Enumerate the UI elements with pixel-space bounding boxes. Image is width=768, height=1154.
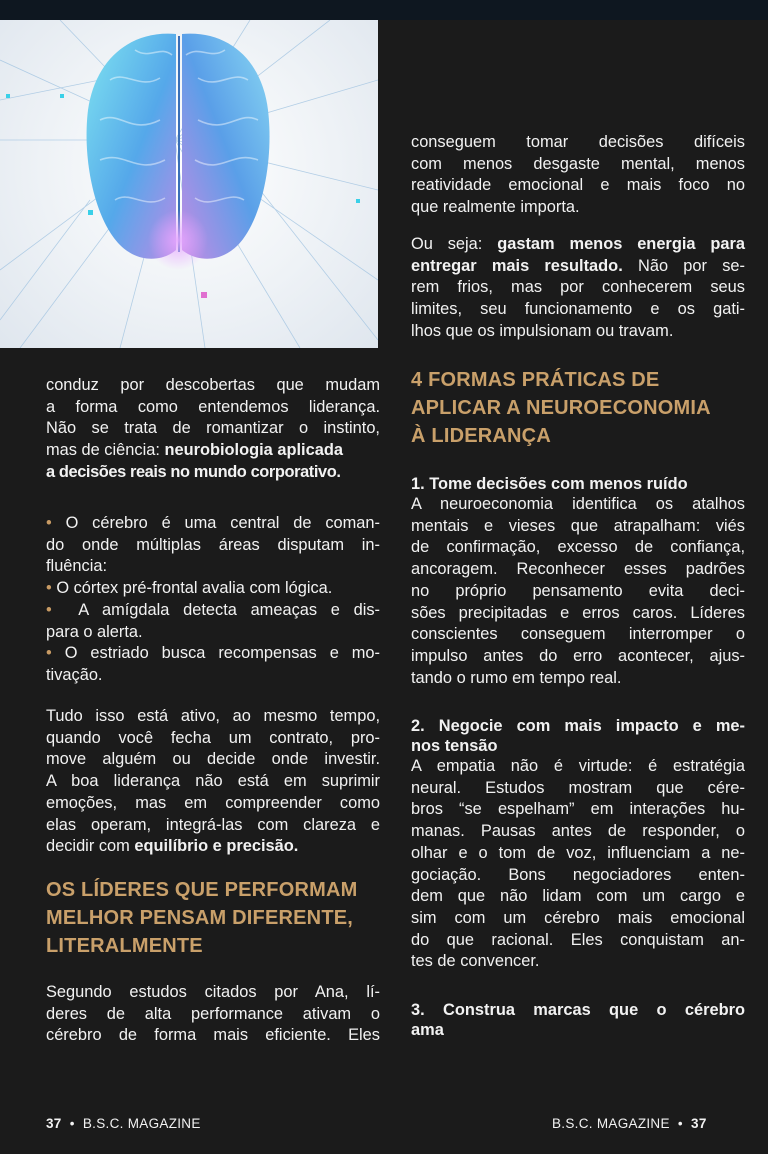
left-paragraph-2	[46, 706, 380, 858]
left-section-heading	[46, 876, 380, 960]
right-paragraph-1	[411, 132, 745, 219]
magazine-name: B.S.C. MAGAZINE	[82, 1116, 201, 1131]
list-item: • O estriado busca recompensas e mo-	[46, 644, 380, 663]
item-title: 3. Construa marcas que o cérebro	[411, 1001, 745, 1019]
text-line: olhar e o tom de voz, influenciam a ne-	[411, 843, 745, 862]
text-line: decidir com equilíbrio e precisão.	[46, 837, 299, 856]
list-item: • O córtex pré-frontal avalia com lógica.	[46, 579, 333, 598]
heading-line: À LIDERANÇA	[411, 425, 551, 447]
text-line: ancoragem. Reconhecer esses padrões	[411, 560, 745, 579]
heading-line: OS LÍDERES QUE PERFORMAM	[46, 879, 358, 901]
text-line: deres de alta performance ativam o	[46, 1004, 380, 1023]
heading-line: 4 FORMAS PRÁTICAS DE	[411, 369, 660, 391]
left-intro	[46, 375, 380, 484]
text-line: a forma como entendemos liderança.	[46, 397, 380, 416]
text-line: impulso antes do erro acontecer, ajus-	[411, 646, 745, 665]
text-line: rem frios, mas por conhecerem seus	[411, 278, 745, 297]
footer-left	[46, 1116, 201, 1131]
right-paragraph-2	[411, 234, 745, 343]
top-bar	[0, 0, 768, 20]
text-line: mas de ciência: neurobiologia aplicada	[46, 441, 343, 460]
text-line: move alguém ou decide onde investir.	[46, 750, 380, 769]
text-line: reatividade emocional e mais foco no	[411, 176, 745, 195]
text-line: tivação.	[46, 665, 103, 684]
text-line: limites, seu funcionamento e os gati-	[411, 300, 745, 319]
text-line: no próprio pensamento evita deci-	[411, 581, 745, 600]
item-title: nos tensão	[411, 737, 498, 755]
text-line: mentais e vieses que atrapalham: viés	[411, 516, 745, 535]
text-line: A neuroeconomia identifica os atalhos	[411, 495, 745, 513]
heading-line: MELHOR PENSAM DIFERENTE,	[46, 907, 354, 929]
text-line: conseguem tomar decisões difíceis	[411, 133, 745, 151]
heading-line: LITERALMENTE	[46, 935, 203, 957]
footer-separator: •	[69, 1116, 75, 1131]
page-number: 37	[691, 1116, 707, 1131]
text-line: Ou seja: gastam menos energia para	[411, 235, 745, 253]
brain-illustration	[0, 20, 378, 348]
text-line: Tudo isso está ativo, ao mesmo tempo,	[46, 707, 380, 725]
brain-icon	[0, 20, 378, 348]
text-line: emoções, mas em compreender como	[46, 793, 380, 812]
page-number: 37	[46, 1116, 62, 1131]
text-line: gociação. Bons negociadores enten-	[411, 865, 745, 884]
text-line: sões precipitadas e erros caros. Líderes	[411, 603, 745, 622]
magazine-name: B.S.C. MAGAZINE	[552, 1116, 670, 1131]
text-line: do que racional. Eles conquistam an-	[411, 930, 745, 949]
right-item-2	[411, 716, 745, 973]
text-line: Segundo estudos citados por Ana, lí-	[46, 983, 380, 1001]
footer-right	[552, 1116, 707, 1131]
text-line: manas. Pausas antes de responder, o	[411, 822, 745, 841]
text-line: tes de convencer.	[411, 952, 540, 971]
text-line: neural. Estudos mostram que cére-	[411, 778, 745, 797]
right-item-3	[411, 1000, 745, 1040]
list-item: • O cérebro é uma central de coman-	[46, 514, 380, 532]
text-line: para o alerta.	[46, 622, 143, 641]
text-line: tando o rumo em tempo real.	[411, 668, 622, 687]
text-line: A boa liderança não está em suprimir	[46, 772, 380, 791]
text-line: lhos que os impulsionam ou travam.	[411, 321, 674, 340]
text-line: A empatia não é virtude: é estratégia	[411, 757, 745, 775]
text-line: que realmente importa.	[411, 198, 580, 217]
text-line: bros “se espelham” em interações hu-	[411, 800, 745, 819]
text-line: elas operam, integrá-las com clareza e	[46, 815, 380, 834]
text-line: fluência:	[46, 557, 108, 576]
item-title: ama	[411, 1021, 444, 1039]
left-paragraph-3	[46, 982, 380, 1047]
text-line: dem que não lidam com um cargo e	[411, 887, 745, 906]
list-item: • A amígdala detecta ameaças e dis-	[46, 600, 380, 619]
heading-line: APLICAR A NEUROECONOMIA	[411, 397, 711, 419]
item-title: 1. Tome decisões com menos ruído	[411, 475, 688, 493]
item-title: 2. Negocie com mais impacto e me-	[411, 717, 745, 735]
right-item-1	[411, 474, 745, 689]
text-line: quando você fecha um contrato, pro-	[46, 728, 380, 747]
footer-separator: •	[677, 1116, 683, 1131]
text-line: Não se trata de romantizar o instinto,	[46, 419, 380, 438]
text-line: sim com um cérebro mais emocional	[411, 908, 745, 927]
text-line: com menos desgaste mental, menos	[411, 154, 745, 173]
text-line: entregar mais resultado. Não por se-	[411, 256, 745, 275]
text-line: conduz por descobertas que mudam	[46, 376, 380, 394]
text-line: de confirmação, excesso de confiança,	[411, 538, 745, 557]
text-line: cérebro de forma mais eficiente. Eles	[46, 1026, 380, 1045]
text-line: a decisões reais no mundo corporativo.	[46, 462, 341, 481]
left-bullets	[46, 513, 380, 687]
text-line: conscientes conseguem interromper o	[411, 625, 745, 644]
text-line: do onde múltiplas áreas disputam in-	[46, 535, 380, 554]
right-section-heading	[411, 366, 745, 450]
